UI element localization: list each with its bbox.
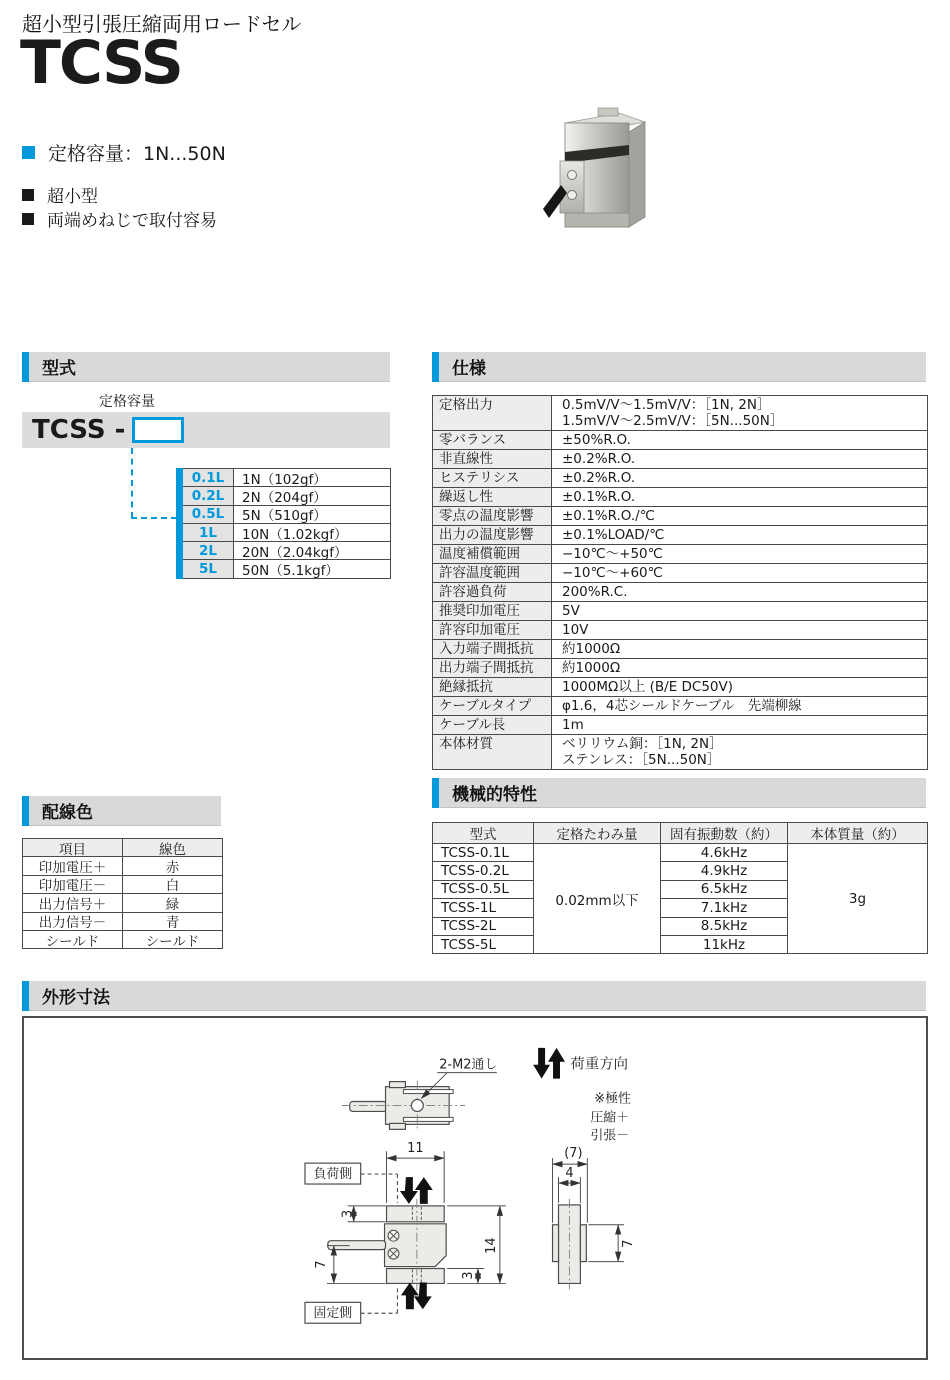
spec-row	[433, 396, 927, 430]
spec-value-line: 1.5mV/V～2.5mV/V：［5N...50N］	[562, 413, 784, 429]
mech-header-row	[433, 823, 928, 844]
mech-frequency-cell: 4.9kHz	[661, 862, 788, 880]
model-code-placeholder-box	[132, 417, 184, 443]
spec-value	[552, 735, 927, 769]
spec-value	[552, 507, 927, 525]
product-title: TCSS	[20, 28, 182, 98]
product-subtitle: 超小型引張圧縮両用ロードセル	[22, 12, 302, 36]
spec-value	[552, 450, 927, 468]
section-heading-spec	[432, 352, 926, 382]
spec-label: ヒステリシス	[433, 469, 552, 487]
spec-row	[433, 582, 927, 601]
wiring-header-row	[23, 839, 222, 856]
model-capacity: 2N（204gf）	[242, 489, 327, 506]
spec-value-line: 5V	[562, 603, 580, 619]
mech-frequency-cell: 4.6kHz	[661, 844, 788, 862]
section-heading-model	[22, 352, 390, 382]
mech-model-cell: TCSS-0.2L	[433, 862, 534, 880]
spec-row	[433, 430, 927, 449]
mech-model-cell: TCSS-1L	[433, 899, 534, 917]
spec-value	[552, 526, 927, 544]
fixed-side-label: 固定側	[313, 1306, 353, 1322]
wiring-color-cell: 白	[165, 878, 180, 895]
heading-text: 配線色	[29, 796, 221, 826]
heading-accent-bar	[432, 352, 439, 382]
spec-value-line: ステンレス：［5N...50N］	[562, 752, 721, 768]
feature-rated-capacity	[22, 139, 226, 166]
spec-label: 許容過負荷	[433, 583, 552, 601]
spec-row	[433, 639, 927, 658]
wiring-color-cell: シールド	[145, 933, 200, 950]
section-heading-dims	[22, 981, 926, 1011]
spec-label: ケーブル長	[433, 716, 552, 734]
spec-value-line: −10℃～+50℃	[562, 546, 663, 562]
spec-value	[552, 583, 927, 601]
spec-label: 許容印加電圧	[433, 621, 552, 639]
model-capacity: 10N（1.02kgf）	[242, 526, 348, 543]
spec-label: 温度補償範囲	[433, 545, 552, 563]
mech-row	[433, 844, 928, 862]
spec-value-line: φ1.6，4芯シールドケーブル 先端柳線	[562, 698, 802, 714]
spec-value-line: ±0.2%R.O.	[562, 451, 636, 467]
mech-body	[433, 844, 928, 954]
heading-text: 仕様	[439, 352, 926, 382]
model-capacity: 1N（102gf）	[242, 471, 327, 488]
model-option-row	[183, 559, 390, 580]
load-down-arrow-icon	[533, 1048, 550, 1079]
connector-dashed-horizontal	[131, 517, 177, 519]
mech-mass-cell: 3g	[788, 844, 928, 954]
model-code: 1L	[183, 524, 234, 541]
spec-value-line: ±50%R.O.	[562, 432, 631, 448]
spec-value	[552, 697, 927, 715]
mech-deflection-cell: 0.02mm以下	[534, 844, 661, 954]
dim-top-thickness: 3	[340, 1209, 356, 1218]
heading-accent-bar	[22, 981, 29, 1011]
capacity-label: 定格容量	[99, 394, 155, 410]
model-prefix: TCSS -	[32, 415, 126, 445]
wiring-row	[23, 930, 222, 948]
connector-dashed-vertical	[131, 448, 133, 518]
model-code: 0.2L	[183, 487, 234, 504]
mech-model-cell: TCSS-0.1L	[433, 844, 534, 862]
model-code-strip	[22, 412, 390, 448]
mech-header-cell: 型式	[433, 823, 534, 844]
heading-text: 型式	[29, 352, 390, 382]
dim-cable-offset: 7	[313, 1260, 329, 1269]
spec-row	[433, 487, 927, 506]
spec-row	[433, 468, 927, 487]
spec-value	[552, 640, 927, 658]
spec-value-line: ベリリウム銅：［1N, 2N］	[562, 736, 723, 752]
spec-value-line: 0.5mV/V～1.5mV/V：［1N, 2N］	[562, 397, 771, 413]
mech-header-cell: 固有振動数（約）	[661, 823, 788, 844]
spec-value-line: ±0.1%R.O./℃	[562, 508, 655, 524]
spec-value	[552, 431, 927, 449]
mechanical-table	[432, 822, 928, 954]
model-option-row	[183, 523, 390, 541]
mech-header-cell: 本体質量（約）	[788, 823, 928, 844]
spec-row	[433, 620, 927, 639]
spec-table	[432, 395, 928, 770]
wiring-item-cell: シールド	[23, 931, 123, 948]
feature-text: 定格容量：1N...50N	[48, 143, 226, 165]
bullet-square-icon	[22, 213, 34, 225]
wiring-color-cell: 緑	[165, 896, 180, 913]
spec-value-line: ±0.1%LOAD/℃	[562, 527, 665, 543]
spec-label: 入力端子間抵抗	[433, 640, 552, 658]
heading-text: 機械的特性	[439, 778, 926, 808]
wiring-table	[22, 838, 223, 949]
spec-label: 推奨印加電圧	[433, 602, 552, 620]
model-option-row	[183, 486, 390, 504]
spec-row	[433, 658, 927, 677]
mech-frequency-cell: 11kHz	[661, 935, 788, 953]
spec-label: ケーブルタイプ	[433, 697, 552, 715]
spec-label: 零点の温度影響	[433, 507, 552, 525]
wiring-item-cell: 出力信号＋	[23, 894, 123, 911]
polarity-note: ※極性	[594, 1091, 631, 1107]
spec-value	[552, 678, 927, 696]
wiring-color-cell: 青	[165, 915, 180, 932]
spec-label: 繰返し性	[433, 488, 552, 506]
spec-value-line: 約1000Ω	[562, 641, 621, 657]
front-bottom-up-arrow-icon	[401, 1282, 419, 1309]
model-options-table	[183, 468, 391, 579]
spec-value	[552, 621, 927, 639]
tension-label: 引張－	[590, 1128, 630, 1144]
feature-text: 両端めねじで取付容易	[47, 211, 217, 231]
heading-accent-bar	[22, 352, 29, 382]
model-code: 5L	[183, 560, 234, 577]
heading-accent-bar	[22, 796, 29, 826]
load-direction-label: 荷重方向	[570, 1056, 629, 1073]
spec-value	[552, 659, 927, 677]
bullet-square-icon	[22, 189, 34, 201]
dim-height: 14	[483, 1237, 499, 1254]
mech-model-cell: TCSS-0.5L	[433, 880, 534, 898]
heading-text: 外形寸法	[29, 981, 926, 1011]
model-options	[176, 468, 391, 579]
heading-accent-bar	[432, 778, 439, 808]
spec-value	[552, 564, 927, 582]
wiring-item-cell: 印加電圧＋	[23, 857, 123, 874]
feature-compact	[22, 182, 98, 207]
spec-label: 零バランス	[433, 431, 552, 449]
feature-mounting	[22, 206, 217, 231]
spec-label: 出力端子間抵抗	[433, 659, 552, 677]
spec-value	[552, 396, 927, 430]
dim-side-height: 7	[621, 1239, 637, 1248]
spec-value-line: 約1000Ω	[562, 660, 621, 676]
spec-row	[433, 696, 927, 715]
model-code: 0.1L	[183, 469, 234, 486]
mech-frequency-cell: 6.5kHz	[661, 880, 788, 898]
spec-label: 非直線性	[433, 450, 552, 468]
model-option-row	[183, 505, 390, 523]
wiring-header-cell: 線色	[159, 841, 186, 858]
spec-label: 本体材質	[433, 735, 552, 769]
wiring-row	[23, 912, 222, 930]
mech-model-cell: TCSS-2L	[433, 917, 534, 935]
product-photo	[543, 105, 659, 237]
spec-value-line: −10℃～+60℃	[562, 565, 663, 581]
wiring-color-cell: 赤	[165, 860, 180, 877]
spec-row	[433, 449, 927, 468]
spec-row	[433, 525, 927, 544]
mech-header-cell: 定格たわみ量	[534, 823, 661, 844]
spec-value-line: 1m	[562, 717, 584, 733]
bullet-square-icon	[22, 146, 35, 159]
feature-text: 超小型	[47, 187, 98, 207]
spec-label: 出力の温度影響	[433, 526, 552, 544]
front-top-up-arrow-icon	[415, 1177, 433, 1204]
wiring-header-cell: 項目	[23, 839, 123, 856]
spec-row	[433, 677, 927, 696]
spec-row	[433, 563, 927, 582]
dim-width: 11	[407, 1141, 424, 1157]
spec-value-line: 200%R.C.	[562, 584, 628, 600]
dim-bottom-thickness: 3	[461, 1271, 477, 1280]
spec-row	[433, 734, 927, 769]
wiring-item-cell: 出力信号－	[23, 913, 123, 930]
load-side-label: 負荷側	[313, 1167, 353, 1183]
spec-label: 定格出力	[433, 396, 552, 430]
dim-inner-width: 4	[565, 1166, 574, 1182]
table-accent-bar	[176, 468, 183, 579]
model-code: 0.5L	[183, 506, 234, 523]
spec-value	[552, 469, 927, 487]
wiring-row	[23, 893, 222, 911]
model-option-row	[183, 541, 390, 559]
model-option-row	[183, 469, 390, 486]
dimension-drawing	[24, 1018, 926, 1358]
mech-frequency-cell: 8.5kHz	[661, 917, 788, 935]
model-code: 2L	[183, 542, 234, 559]
mech-model-cell: TCSS-5L	[433, 935, 534, 953]
wiring-item-cell: 印加電圧－	[23, 876, 123, 893]
model-capacity: 50N（5.1kgf）	[242, 563, 339, 580]
spec-label: 絶縁抵抗	[433, 678, 552, 696]
spec-label: 許容温度範囲	[433, 564, 552, 582]
model-capacity: 20N（2.04kgf）	[242, 544, 348, 561]
spec-value-line: ±0.1%R.O.	[562, 489, 636, 505]
spec-value	[552, 545, 927, 563]
wiring-row	[23, 856, 222, 877]
section-heading-wiring	[22, 796, 221, 826]
load-up-arrow-icon	[548, 1048, 565, 1079]
spec-value-line: 10V	[562, 622, 589, 638]
section-heading-mech	[432, 778, 926, 808]
spec-value	[552, 602, 927, 620]
spec-row	[433, 601, 927, 620]
thread-callout: 2-M2通し	[439, 1057, 498, 1073]
spec-value	[552, 488, 927, 506]
spec-row	[433, 544, 927, 563]
front-top-down-arrow-icon	[400, 1177, 418, 1204]
dimension-drawing-box	[22, 1016, 928, 1360]
spec-row	[433, 506, 927, 525]
spec-value-line: 1000MΩ以上 (B/E DC50V)	[562, 679, 734, 695]
wiring-row	[23, 875, 222, 893]
spec-value	[552, 716, 927, 734]
mech-frequency-cell: 7.1kHz	[661, 899, 788, 917]
model-capacity: 5N（510gf）	[242, 508, 327, 525]
spec-value-line: ±0.2%R.O.	[562, 470, 636, 486]
compression-label: 圧縮＋	[590, 1110, 630, 1126]
dim-depth-paren: (7)	[564, 1146, 583, 1162]
spec-row	[433, 715, 927, 734]
